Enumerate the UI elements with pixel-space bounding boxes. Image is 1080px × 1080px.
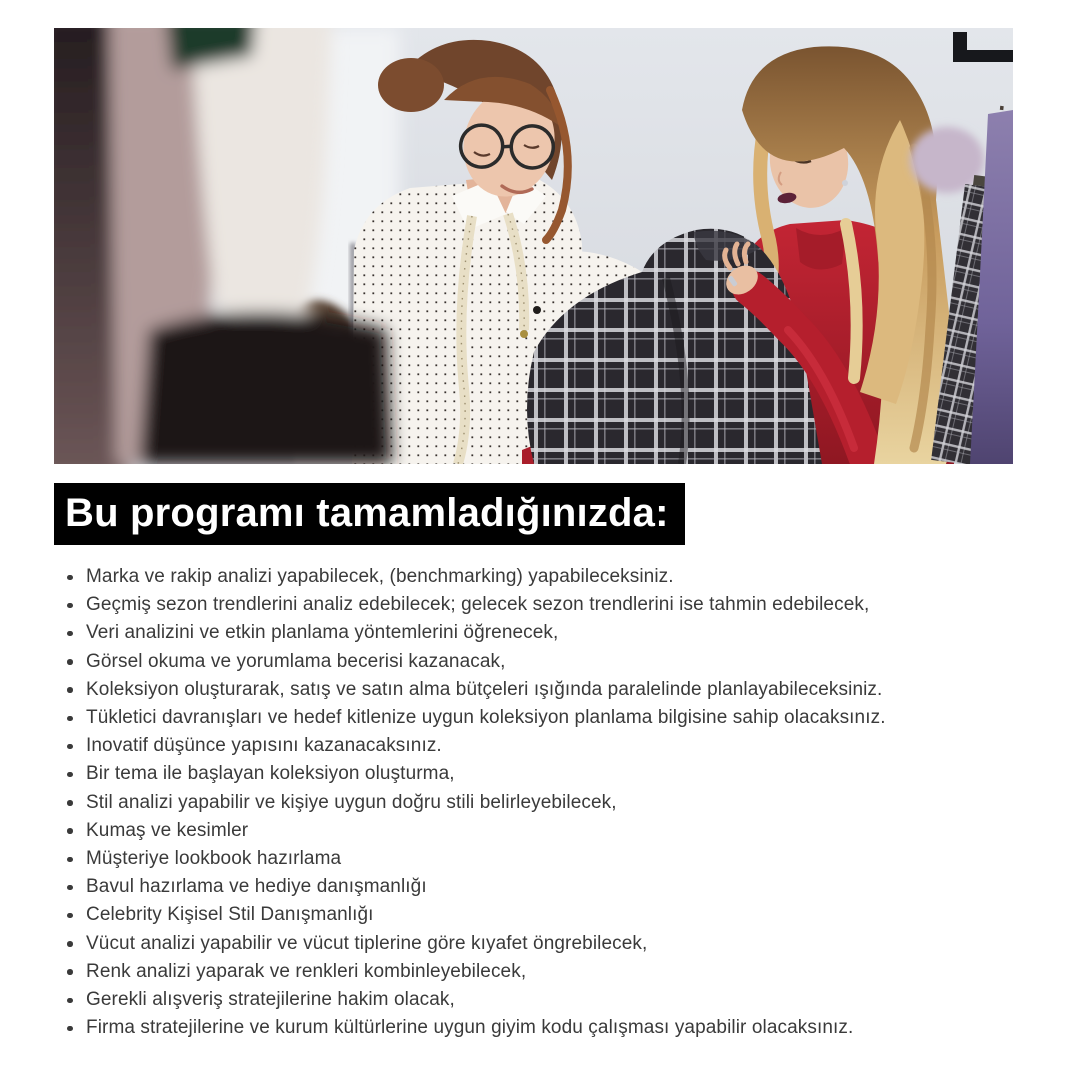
bullet-icon: [67, 687, 73, 693]
list-item: Kumaş ve kesimler: [54, 817, 1039, 845]
list-item: Bir tema ile başlayan koleksiyon oluşturma,: [54, 760, 1039, 788]
bullet-icon: [67, 998, 73, 1004]
bullet-icon: [67, 857, 73, 863]
bullet-icon: [67, 744, 73, 750]
bullet-icon: [67, 885, 73, 891]
list-item: Geçmiş sezon trendlerini analiz edebilecek; gelecek sezon trendlerini ise tahmin edebilecek,: [54, 591, 1039, 619]
bullet-icon: [67, 828, 73, 834]
list-item: Renk analizi yaparak ve renkleri kombinleyebilecek,: [54, 958, 1039, 986]
bullet-icon: [67, 1026, 73, 1032]
list-item: Müşteriye lookbook hazırlama: [54, 845, 1039, 873]
bullet-icon: [67, 913, 73, 919]
store-photo-illustration: [54, 28, 1013, 464]
beret: [910, 127, 984, 193]
list-item: Koleksiyon oluşturarak, satış ve satın alma bütçeleri ışığında paralelinde planlayabileceksiniz.: [54, 676, 1039, 704]
list-item: Marka ve rakip analizi yapabilecek, (benchmarking) yapabileceksiniz.: [54, 563, 1039, 591]
list-item: Celebrity Kişisel Stil Danışmanlığı: [54, 901, 1039, 929]
bullet-icon: [67, 772, 73, 778]
section-heading-label: Bu programı tamamladığınızda:: [65, 491, 669, 535]
list-item: Görsel okuma ve yorumlama becerisi kazanacak,: [54, 648, 1039, 676]
bullet-icon: [67, 716, 73, 722]
list-item: Vücut analizi yapabilir ve vücut tiplerine göre kıyafet öngrebilecek,: [54, 930, 1039, 958]
list-item: Firma stratejilerine ve kurum kültürlerine uygun giyim kodu çalışması yapabilir olacaksınız.: [54, 1014, 1039, 1042]
bullet-icon: [67, 575, 73, 581]
bullet-icon: [67, 631, 73, 637]
section-heading: [54, 483, 685, 545]
list-item: Stil analizi yapabilir ve kişiye uygun doğru stili belirleyebilecek,: [54, 789, 1039, 817]
list-item: Gerekli alışveriş stratejilerine hakim olacak,: [54, 986, 1039, 1014]
store-photo: [54, 28, 1013, 464]
bullet-icon: [67, 941, 73, 947]
list-item: Inovatif düşünce yapısını kazanacaksınız.: [54, 732, 1039, 760]
list-item: Bavul hazırlama ve hediye danışmanlığı: [54, 873, 1039, 901]
list-item: Veri analizini ve etkin planlama yöntemlerini öğrenecek,: [54, 619, 1039, 647]
bullet-icon: [67, 603, 73, 609]
earring: [842, 180, 848, 186]
bullet-icon: [67, 969, 73, 975]
benefits-list: [54, 563, 1039, 1042]
bullet-icon: [67, 659, 73, 665]
list-item: Tükletici davranışları ve hedef kitlenize uygun koleksiyon planlama bilgisine sahip olacaksınız.: [54, 704, 1039, 732]
bullet-icon: [67, 800, 73, 806]
